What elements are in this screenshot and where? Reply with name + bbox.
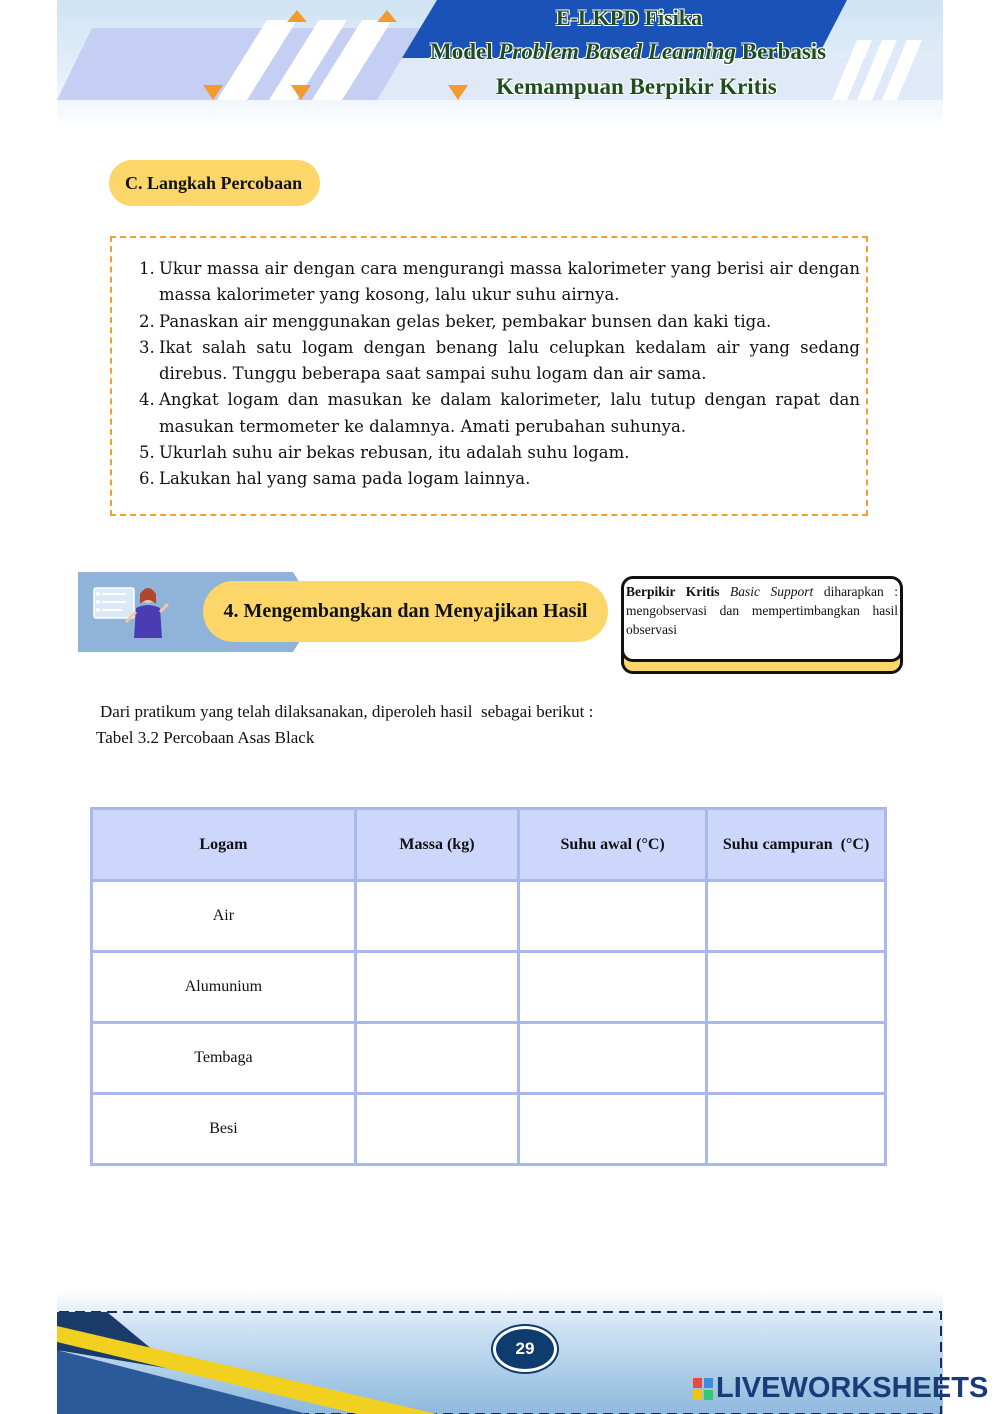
step-item	[112, 256, 860, 309]
liveworksheets-watermark[interactable]: LIVEWORKSHEETS	[716, 1372, 989, 1404]
header-title-line2-b: Problem Based Learning	[498, 39, 737, 64]
note-rest: diharapkan : mengobservasi dan mempertimbangkan hasil observasi	[626, 584, 899, 637]
critical-thinking-note	[621, 576, 904, 674]
table-row	[92, 881, 886, 952]
step-item	[112, 466, 860, 492]
step-text: Angkat logam dan masukan ke dalam kalorimeter, lalu tutup dengan rapat dan masukan termometer ke dalamnya. Amati perubahan suhunya.	[159, 390, 860, 436]
header-title-line1: E-LKPD Fisika	[556, 5, 703, 30]
note-italic: Basic Support	[730, 584, 814, 599]
page-number-badge: 29	[493, 1326, 557, 1372]
cell-suhu-awal-input[interactable]	[519, 1094, 707, 1165]
step-number: 6.	[139, 469, 155, 489]
cell-logam: Besi	[92, 1094, 356, 1165]
step-text: Ikat salah satu logam dengan benang lalu celupkan kedalam air yang sedang direbus. Tunggu beberapa saat sampai suhu logam dan air sama.	[159, 337, 860, 384]
steps-box	[110, 236, 868, 516]
section4-title: 4. Mengembangkan dan Menyajikan Hasil	[203, 581, 608, 642]
cell-suhu-campuran-input[interactable]	[707, 952, 886, 1023]
section-c-title: C. Langkah Percobaan	[109, 160, 320, 206]
table-row	[92, 1094, 886, 1165]
step-text: Lakukan hal yang sama pada logam lainnya.	[159, 469, 531, 489]
table-caption: Tabel 3.2 Percobaan Asas Black	[96, 728, 315, 747]
cell-massa-input[interactable]	[355, 1094, 518, 1165]
results-intro: Dari pratikum yang telah dilaksanakan, diperoleh hasil sebagai berikut :	[100, 702, 594, 721]
step-number: 2.	[139, 311, 155, 331]
header-title-line2-a: Model	[430, 39, 499, 64]
teacher-illustration-icon	[92, 582, 172, 644]
step-number: 3.	[139, 337, 155, 357]
col-header-suhu-campuran: Suhu campuran (°C)	[707, 809, 886, 881]
cell-logam: Tembaga	[92, 1023, 356, 1094]
step-text: Ukur massa air dengan cara mengurangi massa kalorimeter yang berisi air dengan massa kalorimeter yang kosong, lalu ukur suhu airnya.	[159, 259, 860, 305]
cell-suhu-awal-input[interactable]	[519, 1023, 707, 1094]
header-title-line3: Kemampuan Berpikir Kritis	[496, 74, 777, 99]
header-decoration	[57, 0, 943, 130]
step-item	[112, 335, 860, 388]
table-row	[92, 1023, 886, 1094]
note-bold: Berpikir Kritis	[626, 584, 720, 599]
step-item	[112, 440, 860, 466]
col-header-logam: Logam	[92, 809, 356, 881]
step-text: Panaskan air menggunakan gelas beker, pembakar bunsen dan kaki tiga.	[159, 311, 772, 331]
liveworksheets-logo-icon	[693, 1378, 713, 1400]
col-header-suhu-awal: Suhu awal (°C)	[519, 809, 707, 881]
cell-suhu-awal-input[interactable]	[519, 952, 707, 1023]
step-text: Ukurlah suhu air bekas rebusan, itu adalah suhu logam.	[159, 443, 630, 463]
step-item	[112, 309, 860, 335]
cell-suhu-campuran-input[interactable]	[707, 1094, 886, 1165]
steps-list	[112, 256, 860, 493]
step-number: 4.	[139, 390, 155, 410]
note-text	[626, 582, 898, 639]
cell-logam: Alumunium	[92, 952, 356, 1023]
results-table	[90, 807, 887, 1166]
step-item	[112, 387, 860, 440]
cell-logam: Air	[92, 881, 356, 952]
cell-massa-input[interactable]	[355, 1023, 518, 1094]
cell-suhu-campuran-input[interactable]	[707, 881, 886, 952]
cell-suhu-awal-input[interactable]	[519, 881, 707, 952]
cell-massa-input[interactable]	[355, 881, 518, 952]
header-title-line2-c: Berbasis	[736, 39, 827, 64]
col-header-massa: Massa (kg)	[355, 809, 518, 881]
step-number: 5.	[139, 443, 155, 463]
page-header	[57, 0, 943, 130]
table-header-row	[92, 809, 886, 881]
cell-massa-input[interactable]	[355, 952, 518, 1023]
step-number: 1.	[139, 259, 155, 278]
cell-suhu-campuran-input[interactable]	[707, 1023, 886, 1094]
table-row	[92, 952, 886, 1023]
header-title-line2	[430, 39, 826, 65]
